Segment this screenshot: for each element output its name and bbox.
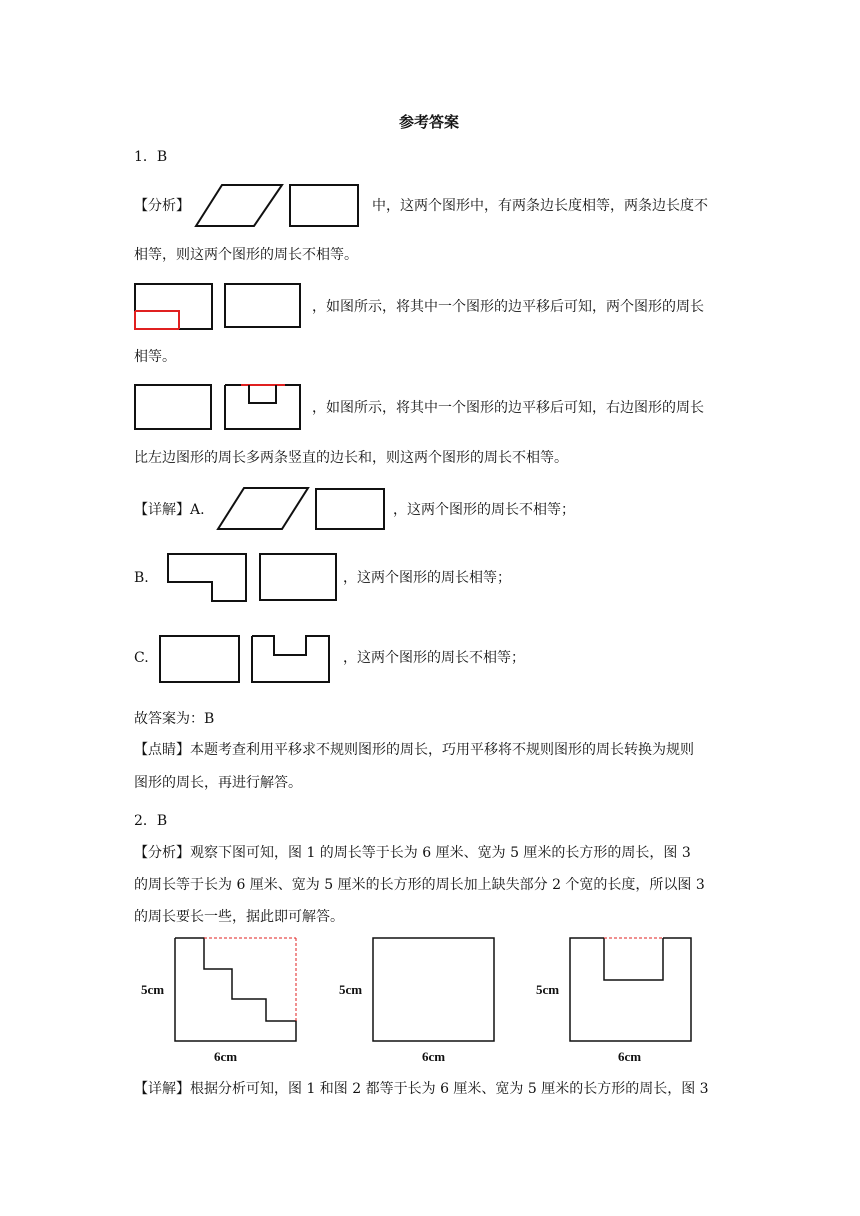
q1-label-c: C. xyxy=(134,650,149,666)
q1-shift1-line1: ，如图所示，将其中一个图形的边平移后可知，两个图形的周长 xyxy=(312,299,704,315)
fig3-height-label: 5cm xyxy=(536,982,560,997)
fig3-width-label: 6cm xyxy=(618,1049,642,1064)
notched-rectangle-figure xyxy=(569,937,695,1045)
fig2-height-label: 5cm xyxy=(339,982,363,997)
page-title: 参考答案 xyxy=(399,113,460,131)
q1-detail-tag: 【详解】A. xyxy=(134,502,205,518)
q1-final-answer: 故答案为：B xyxy=(134,711,215,727)
q2-analysis-line1: 【分析】观察下图可知，图 1 的周长等于长为 6 厘米、宽为 5 厘米的长方形的周长，图 3 xyxy=(134,845,691,861)
q1-comment-line1: 【点睛】本题考查利用平移求不规则图形的周长，巧用平移将不规则图形的周长转换为规则 xyxy=(134,742,694,758)
detail-b-figure xyxy=(166,551,342,605)
q2-analysis-line3: 的周长要长一些，据此即可解答。 xyxy=(134,909,344,925)
fig1-height-label: 5cm xyxy=(141,982,165,997)
l-shape-shift-figure xyxy=(133,282,305,332)
q1-detail-b: ，这两个图形的周长相等； xyxy=(343,570,511,586)
rectangle-figure xyxy=(372,937,498,1045)
q1-shift2-line1: ，如图所示，将其中一个图形的边平移后可知，右边图形的周长 xyxy=(312,400,704,416)
q1-detail-a: ，这两个图形的周长不相等； xyxy=(393,502,575,518)
detail-a-figure xyxy=(216,486,388,532)
parallelogram-rectangle-figure xyxy=(194,183,366,229)
fig1-width-label: 6cm xyxy=(214,1049,238,1064)
notch-shift-figure xyxy=(133,383,305,433)
q1-answer-number: 1．B xyxy=(134,149,168,165)
q2-detail-line1: 【详解】根据分析可知，图 1 和图 2 都等于长为 6 厘米、宽为 5 厘米的长方形的周长，图 3 xyxy=(134,1081,709,1097)
staircase-figure xyxy=(174,937,300,1045)
q1-analysis-line1: 中，这两个图形中，有两条边长度相等，两条边长度不 xyxy=(372,198,708,214)
q1-analysis-tag: 【分析】 xyxy=(134,198,190,214)
q1-detail-c: ，这两个图形的周长不相等； xyxy=(343,650,525,666)
detail-c-figure xyxy=(158,633,338,685)
q1-shift2-line2: 比左边图形的周长多两条竖直的边长和，则这两个图形的周长不相等。 xyxy=(134,450,568,466)
q2-analysis-line2: 的周长等于长为 6 厘米、宽为 5 厘米的长方形的周长加上缺失部分 2 个宽的长度，所以图 3 xyxy=(134,877,705,893)
q1-shift1-line2: 相等。 xyxy=(134,349,176,365)
fig2-width-label: 6cm xyxy=(422,1049,446,1064)
q1-analysis-line2: 相等，则这两个图形的周长不相等。 xyxy=(134,247,358,263)
q1-label-b: B. xyxy=(134,570,149,586)
q2-answer-number: 2．B xyxy=(134,813,168,829)
q1-comment-line2: 图形的周长，再进行解答。 xyxy=(134,775,302,791)
